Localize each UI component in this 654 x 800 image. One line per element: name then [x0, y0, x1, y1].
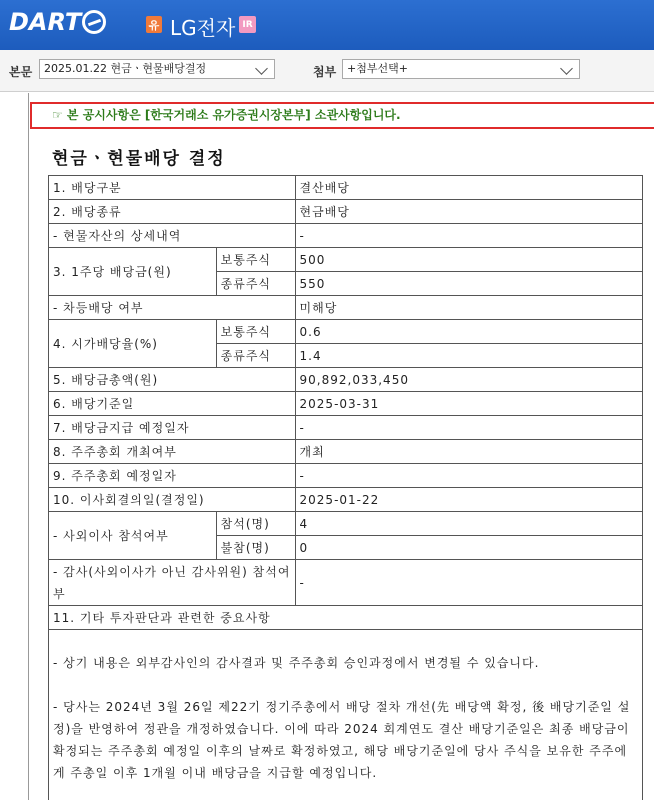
row-value: -: [295, 464, 642, 488]
remarks-section: [48, 629, 643, 800]
row-label: - 차등배당 여부: [49, 296, 296, 320]
row-label: - 현물자산의 상세내역: [49, 224, 296, 248]
table-row: [49, 512, 643, 536]
table-row: [49, 416, 643, 440]
row-value: 2025-03-31: [295, 392, 642, 416]
row-label: 8. 주주총회 개최여부: [49, 440, 296, 464]
row-label: 11. 기타 투자판단과 관련한 중요사항: [49, 606, 643, 630]
row-label: - 감사(사외이사가 아닌 감사위원) 참석여부: [49, 560, 296, 606]
row-value: 1.4: [295, 344, 642, 368]
row-value: 2025-01-22: [295, 488, 642, 512]
table-row: [49, 176, 643, 200]
row-sublabel: 종류주식: [216, 344, 295, 368]
row-label: 2. 배당종류: [49, 200, 296, 224]
table-row: [49, 606, 643, 630]
table-row: [49, 320, 643, 344]
row-label: 10. 이사회결의일(결정일): [49, 488, 296, 512]
row-value: 550: [295, 272, 642, 296]
body-select[interactable]: [39, 59, 275, 79]
table-row: [49, 560, 643, 606]
row-sublabel: 종류주식: [216, 272, 295, 296]
table-row: [49, 440, 643, 464]
divider: [28, 93, 29, 800]
table-row: [49, 488, 643, 512]
row-label: 4. 시가배당율(%): [49, 320, 217, 368]
company-name[interactable]: LG전자: [170, 16, 236, 40]
table-row: [49, 224, 643, 248]
row-label: 7. 배당금지급 예정일자: [49, 416, 296, 440]
row-label: 5. 배당금총액(원): [49, 368, 296, 392]
row-value: 결산배당: [295, 176, 642, 200]
document-selector-bar: [0, 50, 654, 92]
attachment-select-value: +첨부선택+: [347, 62, 408, 75]
market-badge: 유: [146, 16, 162, 33]
body-select-value: 2025.01.22 현금ㆍ현물배당결정: [44, 62, 207, 75]
header-bar: [0, 0, 654, 50]
row-value: 90,892,033,450: [295, 368, 642, 392]
table-row: [49, 464, 643, 488]
logo-o-icon: [82, 10, 106, 34]
body-label: 본문: [9, 65, 33, 79]
row-value: 0.6: [295, 320, 642, 344]
row-label: 3. 1주당 배당금(원): [49, 248, 217, 296]
page-title: 현금ㆍ현물배당 결정: [52, 149, 226, 169]
row-value: -: [295, 416, 642, 440]
row-value: 4: [295, 512, 642, 536]
ir-badge[interactable]: IR: [239, 16, 256, 33]
attachment-label: 첨부: [313, 65, 337, 79]
row-value: 미해당: [295, 296, 642, 320]
row-sublabel: 불참(명): [216, 536, 295, 560]
table-row: [49, 200, 643, 224]
row-value: 0: [295, 536, 642, 560]
row-label: 9. 주주총회 예정일자: [49, 464, 296, 488]
dividend-table: [48, 175, 643, 630]
remark-paragraph: - 상기 내용은 외부감사인의 감사결과 및 주주총회 승인과정에서 변경될 수 있습니다.: [53, 656, 540, 670]
row-sublabel: 참석(명): [216, 512, 295, 536]
notice-banner: ☞ 본 공시사항은 [한국거래소 유가증권시장본부] 소관사항입니다.: [30, 102, 654, 129]
chevron-down-icon: [255, 62, 268, 75]
logo-text: DART: [9, 8, 82, 36]
chevron-down-icon: [560, 62, 573, 75]
attachment-select[interactable]: [342, 59, 580, 79]
row-value: 개최: [295, 440, 642, 464]
table-row: [49, 392, 643, 416]
row-value: 500: [295, 248, 642, 272]
table-row: [49, 296, 643, 320]
row-label: 6. 배당기준일: [49, 392, 296, 416]
dart-logo[interactable]: [9, 9, 106, 35]
row-value: 현금배당: [295, 200, 642, 224]
row-sublabel: 보통주식: [216, 248, 295, 272]
row-value: -: [295, 560, 642, 606]
row-sublabel: 보통주식: [216, 320, 295, 344]
row-label: - 사외이사 참석여부: [49, 512, 217, 560]
table-row: [49, 248, 643, 272]
row-label: 1. 배당구분: [49, 176, 296, 200]
remark-paragraph: - 당사는 2024년 3월 26일 제22기 정기주총에서 배당 절차 개선(先 배당액 확정, 後 배당기준일 설정)을 반영하여 정관을 개정하였습니다. 이에 따라 2024 회계연도 결산 배당기준일은 최종 배당금이 확정되는 주주총회 예정일 이후의 날짜로 확정하였고, 해당 배당기준일에 당사 주식을 보유한 주주에게 주총일 이후 1개월 이내 배당금을 지급할 예정입니다.: [53, 700, 631, 780]
row-value: -: [295, 224, 642, 248]
table-row: [49, 368, 643, 392]
